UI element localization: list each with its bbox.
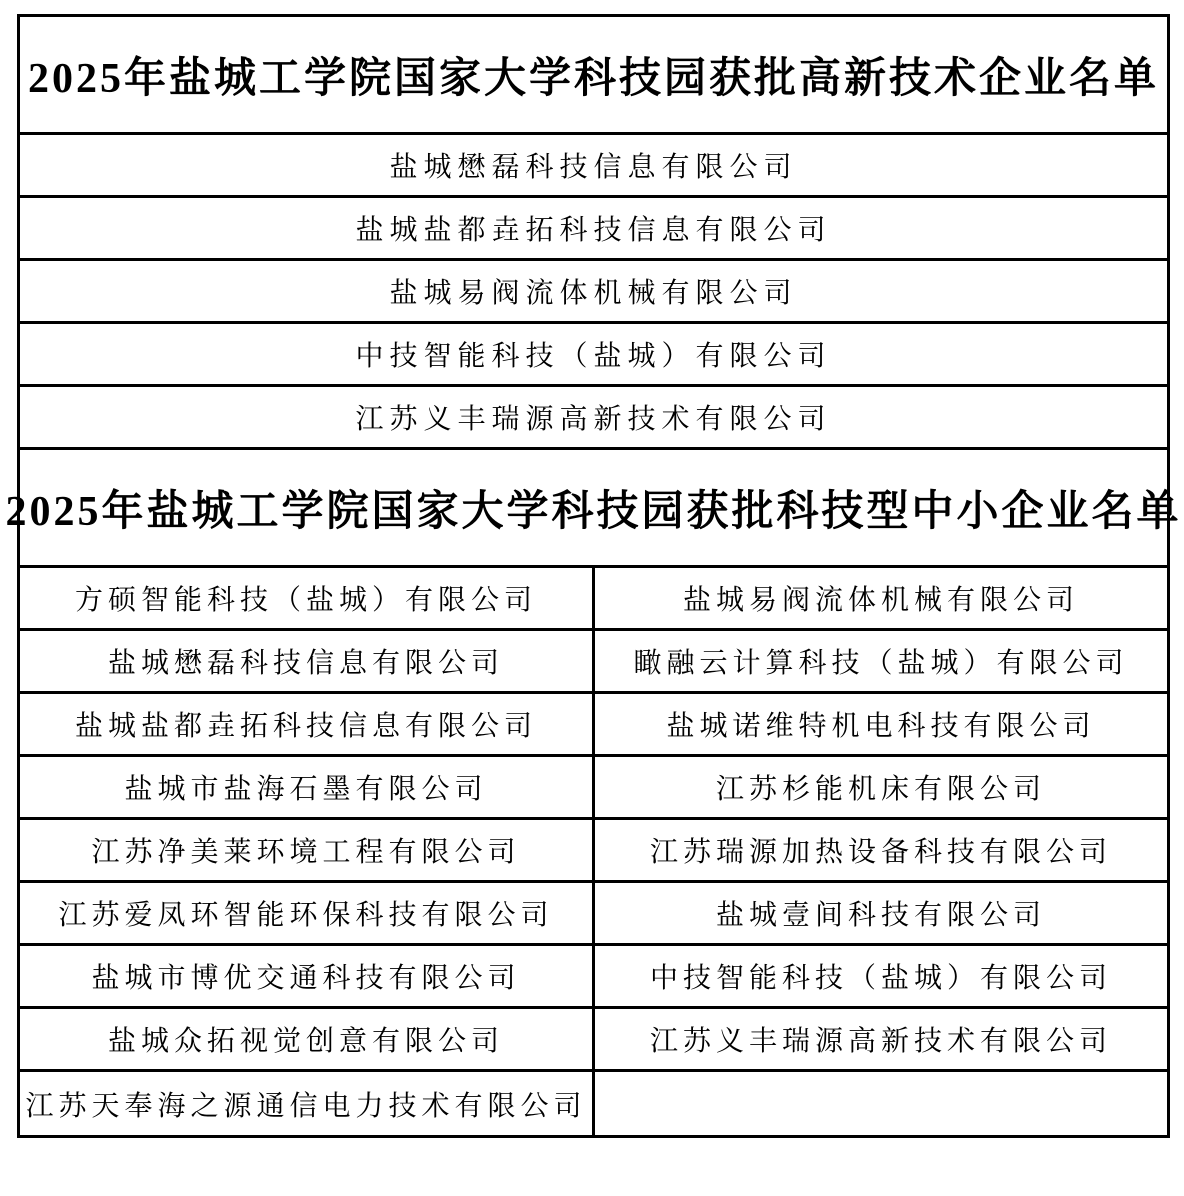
table-row [20,568,1167,631]
company-name-right: 江苏瑞源加热设备科技有限公司 [649,837,1112,868]
company-name-left: 江苏天奉海之源通信电力技术有限公司 [20,1072,595,1135]
company-name-right: 瞰融云计算科技（盐城）有限公司 [633,648,1129,679]
table-row [20,1009,1167,1072]
table-row [20,324,1167,387]
company-name-left: 江苏净美莱环境工程有限公司 [20,820,595,880]
company-name-left: 盐城众拓视觉创意有限公司 [20,1009,595,1069]
company-name-right: 中技智能科技（盐城）有限公司 [649,963,1112,994]
section2-title: 2025年盐城工学院国家大学科技园获批科技型中小企业名单 [20,450,1167,568]
company-name: 中技智能科技（盐城）有限公司 [355,341,832,372]
company-name-right: 盐城壹间科技有限公司 [715,900,1046,931]
company-name-right [595,1072,1167,1135]
company-name: 盐城懋磊科技信息有限公司 [389,152,798,183]
table-row [20,631,1167,694]
company-name-left: 盐城市盐海石墨有限公司 [20,757,595,817]
company-name-right: 盐城易阀流体机械有限公司 [682,585,1079,616]
table-row [20,757,1167,820]
company-name: 盐城易阀流体机械有限公司 [389,278,798,309]
table-row [20,883,1167,946]
table-row [20,198,1167,261]
company-name: 盐城盐都垚拓科技信息有限公司 [355,215,832,246]
table-row [20,1072,1167,1135]
company-name-right: 江苏义丰瑞源高新技术有限公司 [649,1026,1112,1057]
company-name-right: 盐城诺维特机电科技有限公司 [666,711,1096,742]
table-row [20,694,1167,757]
table-row [20,387,1167,450]
company-name-left: 盐城懋磊科技信息有限公司 [20,631,595,691]
company-name-left: 盐城市博优交通科技有限公司 [20,946,595,1006]
table-row [20,946,1167,1009]
company-name-left: 江苏爱凤环智能环保科技有限公司 [20,883,595,943]
company-name-left: 盐城盐都垚拓科技信息有限公司 [20,694,595,754]
table-row [20,135,1167,198]
section1-title: 2025年盐城工学院国家大学科技园获批高新技术企业名单 [20,17,1167,135]
table-row [20,820,1167,883]
enterprise-list-table [5,14,1182,1138]
company-name-left: 方硕智能科技（盐城）有限公司 [20,568,595,628]
company-name-right: 江苏杉能机床有限公司 [715,774,1046,805]
company-name: 江苏义丰瑞源高新技术有限公司 [355,404,832,435]
table-row [20,261,1167,324]
